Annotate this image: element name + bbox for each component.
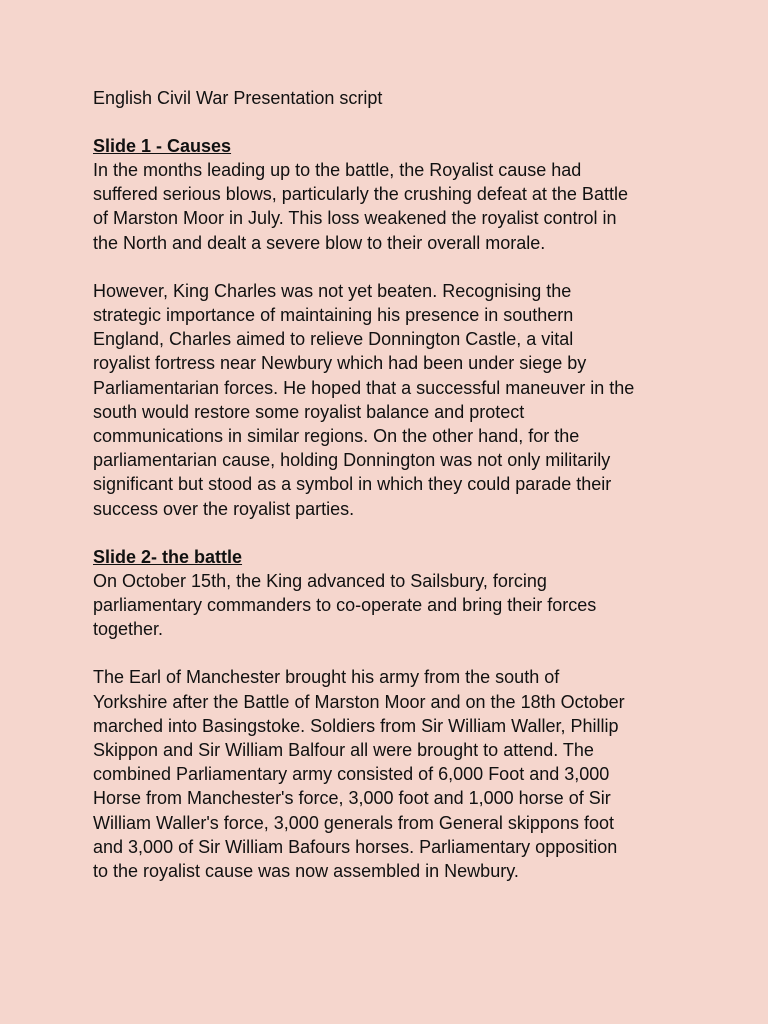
document-title: English Civil War Presentation script [93,88,383,108]
paragraph-battle-1: On October 15th, the King advanced to Sailsbury, forcing parliamentary commanders to co-operate and bring their forces together. [93,570,597,640]
section-heading-causes: Slide 1 - Causes [93,136,232,156]
section-heading-battle: Slide 2- the battle [93,546,243,567]
paragraph-causes-2: However, King Charles was not yet beaten. Recognising the strategic importance of maintaining his presence in southern England, Charles aimed to relieve Donnington Castle, a vital royalist fortress near Newbury which had been under siege by Parliamentarian forces. He hoped that a successful maneuver in the south would restore some royalist balance and protect communications in similar regions. On the other hand, for the parliamentarian cause, holding Donnington was not only militarily significant but stood as a symbol in which they could parade their success over the royalist parties. [93,280,635,519]
paragraph-battle-2: The Earl of Manchester brought his army from the south of Yorkshire after the Battle of Marston Moor and on the 18th October marched into Basingstoke. Soldiers from Sir William Waller, Phillip Skippon and Sir William Balfour all were brought to attend. The combined Parliamentary army consisted of 6,000 Foot and 3,000 Horse from Manchester's force, 3,000 foot and 1,000 horse of Sir William Waller's force, 3,000 generals from General skippons foot and 3,000 of Sir William Bafours horses. Parliamentary opposition to the royalist cause was now assembled in Newbury. [93,667,625,882]
paragraph-causes-1: In the months leading up to the battle, the Royalist cause had suffered serious blows, particularly the crushing defeat at the Battle of Marston Moor in July. This loss weakened the royalist control in the North and dealt a severe blow to their overall morale. [93,160,628,253]
